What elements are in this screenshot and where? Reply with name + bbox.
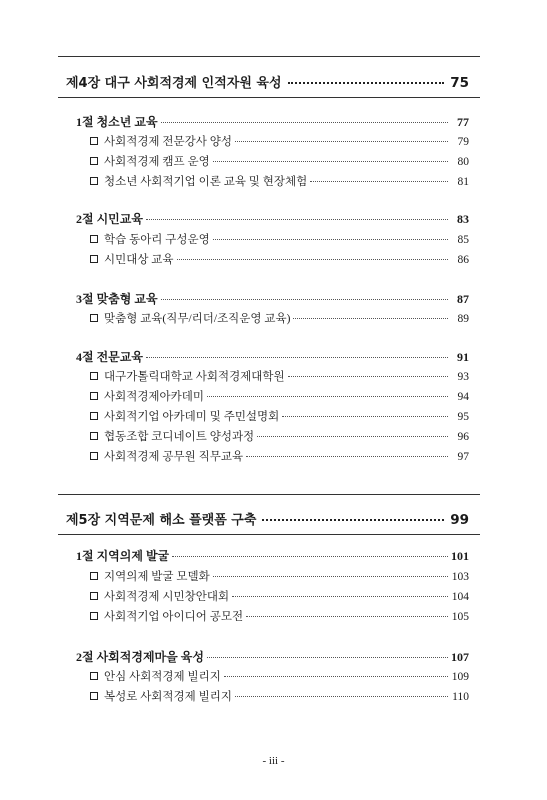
- leader-dots: [207, 657, 448, 658]
- leader-dots: [310, 181, 448, 182]
- checkbox-bullet-icon: [90, 137, 98, 145]
- leader-dots: [288, 82, 445, 84]
- item-page: 103: [451, 571, 469, 583]
- item-title: 맞춤형 교육(직무/리더/조직운영 교육): [104, 313, 291, 325]
- item-title: 안심 사회적경제 빌리지: [104, 671, 221, 683]
- checkbox-bullet-icon: [90, 572, 98, 580]
- toc-item[interactable]: [90, 448, 469, 464]
- toc-section[interactable]: [76, 348, 469, 365]
- item-page: 97: [457, 451, 469, 463]
- item-title: 사회적경제 시민창안대회: [104, 591, 230, 603]
- leader-dots: [161, 122, 448, 123]
- item-title: 복성로 사회적경제 빌리지: [104, 691, 232, 703]
- item-page: 80: [457, 156, 469, 168]
- checkbox-bullet-icon: [90, 255, 98, 263]
- item-title: 사회적기업 아이디어 공모전: [104, 611, 244, 623]
- leader-dots: [235, 696, 448, 697]
- item-title: 사회적경제 캠프 운영: [104, 156, 210, 168]
- page-number: - iii -: [262, 755, 285, 767]
- item-page: 94: [457, 391, 469, 403]
- toc-section[interactable]: [76, 113, 469, 130]
- toc-section[interactable]: [76, 547, 469, 564]
- item-title: 사회적경제 공무원 직무교육: [104, 451, 244, 463]
- section-page: 91: [457, 350, 469, 364]
- leader-dots: [146, 219, 448, 220]
- leader-dots: [177, 259, 448, 260]
- item-title: 대구가톨릭대학교 사회적경제대학원: [104, 371, 285, 383]
- checkbox-bullet-icon: [90, 692, 98, 700]
- section-page: 77: [457, 115, 469, 129]
- toc-item[interactable]: [90, 173, 469, 189]
- checkbox-bullet-icon: [90, 235, 98, 243]
- section-title: 1절 청소년 교육: [76, 115, 158, 129]
- leader-dots: [288, 376, 448, 377]
- section-title: 1절 지역의제 발굴: [76, 549, 170, 563]
- checkbox-bullet-icon: [90, 432, 98, 440]
- chapter-bottom-rule: [58, 534, 480, 535]
- item-title: 시민대상 교육: [104, 254, 174, 266]
- toc-item[interactable]: [90, 428, 469, 444]
- checkbox-bullet-icon: [90, 314, 98, 322]
- section-title: 2절 시민교육: [76, 212, 143, 226]
- leader-dots: [257, 436, 448, 437]
- toc-section[interactable]: [76, 648, 469, 665]
- chapter-page: 75: [450, 75, 469, 91]
- item-page: 96: [457, 431, 469, 443]
- toc-chapter-5[interactable]: [66, 509, 469, 528]
- toc-item[interactable]: [90, 310, 469, 326]
- checkbox-bullet-icon: [90, 177, 98, 185]
- leader-dots: [246, 456, 448, 457]
- item-page: 93: [457, 371, 469, 383]
- toc-chapter-4[interactable]: [66, 72, 469, 91]
- chapter-title: 제4장 대구 사회적경제 인적자원 육성: [66, 76, 282, 91]
- item-title: 협동조합 코디네이트 양성과정: [104, 431, 255, 443]
- checkbox-bullet-icon: [90, 612, 98, 620]
- toc-item[interactable]: [90, 568, 469, 584]
- toc-item[interactable]: [90, 668, 469, 684]
- leader-dots: [232, 596, 448, 597]
- section-title: 4절 전문교육: [76, 350, 143, 364]
- toc-item[interactable]: [90, 388, 469, 404]
- item-page: 79: [457, 136, 469, 148]
- section-title: 3절 맞춤형 교육: [76, 292, 158, 306]
- item-title: 지역의제 발굴 모델화: [104, 571, 210, 583]
- leader-dots: [282, 416, 448, 417]
- toc-section[interactable]: [76, 210, 469, 227]
- item-page: 105: [451, 611, 469, 623]
- chapter-top-rule: [58, 56, 480, 57]
- checkbox-bullet-icon: [90, 372, 98, 380]
- leader-dots: [262, 519, 444, 521]
- toc-item[interactable]: [90, 588, 469, 604]
- item-page: 104: [451, 591, 469, 603]
- item-page: 89: [457, 313, 469, 325]
- section-page: 107: [451, 650, 469, 664]
- checkbox-bullet-icon: [90, 412, 98, 420]
- toc-item[interactable]: [90, 368, 469, 384]
- chapter-title: 제5장 지역문제 해소 플랫폼 구축: [66, 513, 257, 528]
- toc-item[interactable]: [90, 688, 469, 704]
- checkbox-bullet-icon: [90, 157, 98, 165]
- leader-dots: [235, 141, 448, 142]
- item-page: 110: [452, 691, 469, 703]
- toc-section[interactable]: [76, 290, 469, 307]
- chapter-bottom-rule: [58, 97, 480, 98]
- leader-dots: [213, 239, 448, 240]
- section-title: 2절 사회적경제마을 육성: [76, 650, 204, 664]
- checkbox-bullet-icon: [90, 592, 98, 600]
- chapter-top-rule: [58, 494, 480, 495]
- section-page: 101: [451, 549, 469, 563]
- leader-dots: [246, 616, 448, 617]
- checkbox-bullet-icon: [90, 452, 98, 460]
- toc-item[interactable]: [90, 231, 469, 247]
- leader-dots: [293, 318, 448, 319]
- item-page: 85: [457, 234, 469, 246]
- leader-dots: [172, 556, 448, 557]
- item-title: 사회적기업 아카데미 및 주민설명회: [104, 411, 280, 423]
- checkbox-bullet-icon: [90, 392, 98, 400]
- leader-dots: [161, 299, 448, 300]
- item-page: 81: [457, 176, 469, 188]
- item-title: 사회적경제 전문강사 양성: [104, 136, 232, 148]
- toc-item[interactable]: [90, 608, 469, 624]
- item-title: 학습 동아리 구성운영: [104, 234, 210, 246]
- toc-item[interactable]: [90, 251, 469, 267]
- item-title: 청소년 사회적기업 이론 교육 및 현장체험: [104, 176, 308, 188]
- toc-item[interactable]: [90, 153, 469, 169]
- checkbox-bullet-icon: [90, 672, 98, 680]
- item-page: 95: [457, 411, 469, 423]
- toc-item[interactable]: [90, 133, 469, 149]
- toc-item[interactable]: [90, 408, 469, 424]
- leader-dots: [146, 357, 448, 358]
- item-page: 86: [457, 254, 469, 266]
- leader-dots: [213, 161, 448, 162]
- item-title: 사회적경제아카데미: [104, 391, 204, 403]
- section-page: 83: [457, 212, 469, 226]
- leader-dots: [213, 576, 448, 577]
- chapter-page: 99: [450, 512, 469, 528]
- section-page: 87: [457, 292, 469, 306]
- leader-dots: [224, 676, 448, 677]
- leader-dots: [207, 396, 448, 397]
- item-page: 109: [451, 671, 469, 683]
